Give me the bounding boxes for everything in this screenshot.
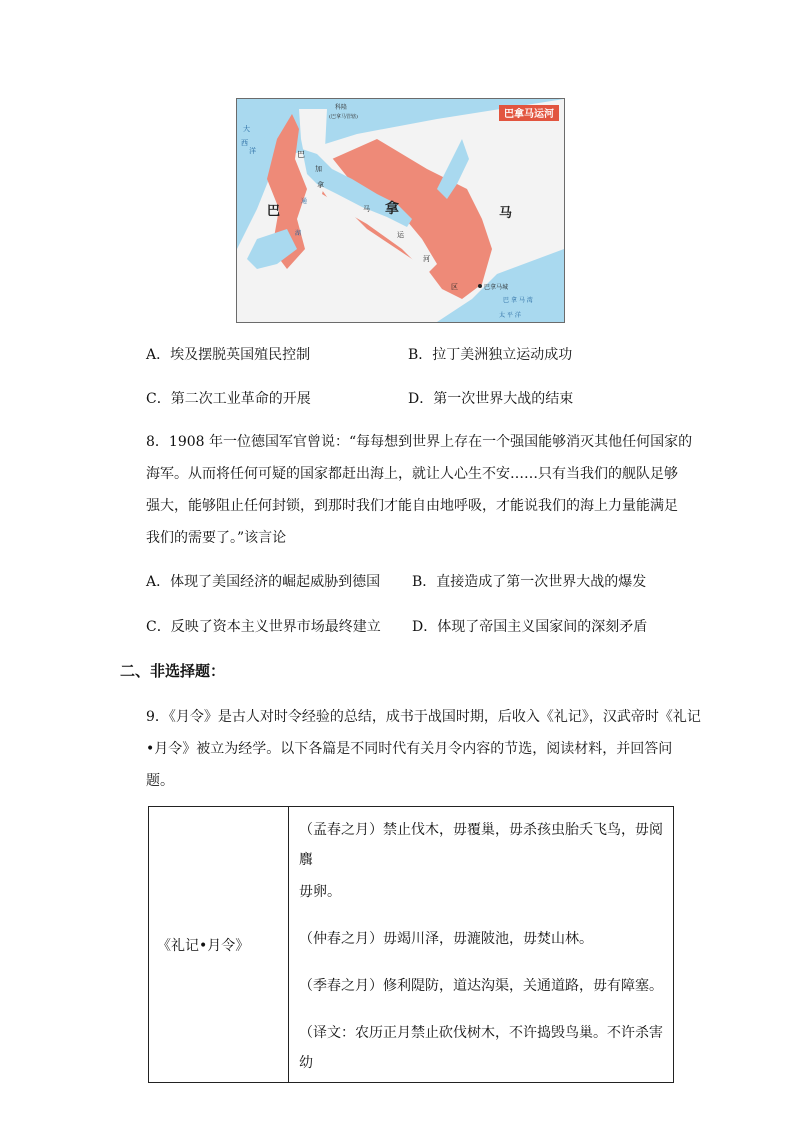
label-ba-left: 巴 (267, 204, 281, 219)
label-yun: 运 (397, 231, 404, 239)
q8-stem-line-4: 我们的需要了。”该言论 (146, 530, 287, 546)
label-atlantic-3: 洋 (249, 147, 256, 155)
q7-option-a: A．埃及摆脱英国殖民控制 (146, 347, 311, 363)
q9-stem-line-3: 题。 (146, 773, 174, 789)
table-row (149, 807, 674, 1083)
q8-stem-line-3: 强大，能够阻止任何封锁，到那时我们才能自由地呼吸，才能说我们的海上力量能满足 (146, 498, 678, 514)
panama-city-dot (478, 284, 482, 288)
label-ma-small: 马 (363, 205, 370, 213)
q8-option-d: D．体现了帝国主义国家间的深刻矛盾 (412, 619, 648, 635)
label-colon-sub: (巴拿马管辖) (329, 114, 358, 120)
label-pacific: 太 平 洋 (499, 312, 521, 319)
content-line-1: （孟春之月）禁止伐木，毋覆巢，毋杀孩虫胎夭飞鸟，毋阅麛 (299, 822, 663, 868)
label-atlantic-1: 大 (243, 125, 250, 133)
label-colon: 科隆 (335, 104, 348, 111)
q8-stem-line-1: 8．1908 年一位德国军官曾说：“每每想到世界上存在一个强国能够消灭其他任何国家的 (146, 434, 693, 450)
label-panama-city: 巴拿马城 (484, 284, 509, 291)
content-cell (289, 807, 674, 1083)
label-gulf: 巴 拿 马 湾 (503, 297, 533, 304)
content-line-4: （季春之月）修利隄防，道达沟渠，关通道路，毋有障塞。 (299, 978, 663, 994)
q8-option-c: C．反映了资本主义世界市场最终建立 (146, 619, 381, 635)
label-ba-top: 巴 (297, 150, 305, 159)
q7-option-b: B．拉丁美洲独立运动成功 (408, 347, 573, 363)
label-tong: 通 (301, 198, 308, 205)
label-he: 河 (423, 255, 430, 263)
content-line-3: （仲春之月）毋竭川泽，毋漉陂池，毋焚山林。 (299, 931, 593, 947)
label-ma-right: 马 (499, 206, 513, 221)
label-na-small: 拿 (317, 181, 324, 189)
label-hu: 湖 (295, 230, 302, 237)
source-cell (149, 807, 289, 1083)
map-drawing (237, 99, 564, 322)
q9-stem-line-2: •月令》被立为经学。以下各篇是不同时代有关月令内容的节选，阅读材料，并回答问 (146, 741, 673, 757)
q7-option-c: C．第二次工业革命的开展 (146, 391, 311, 407)
content-line-5: （译文：农历正月禁止砍伐树木，不许捣毁鸟巢。不许杀害幼 (299, 1025, 663, 1071)
q8-option-a: A．体现了美国经济的崛起威胁到德国 (146, 574, 381, 590)
q8-option-b: B．直接造成了第一次世界大战的爆发 (412, 574, 647, 590)
q9-stem-line-1: 9．《月令》是古人对时令经验的总结，成书于战国时期，后收入《礼记》，汉武帝时《礼记 (146, 709, 701, 725)
map-title: 巴拿马运河 (504, 109, 554, 120)
label-na-big: 拿 (385, 201, 399, 217)
source-label: 《礼记•月令》 (157, 937, 250, 954)
label-qu: 区 (451, 283, 458, 291)
label-atlantic-2: 西 (241, 139, 248, 147)
q8-stem-line-2: 海军。从而将任何可疑的国家都赶出海上，就让人心生不安……只有当我们的舰队足够 (146, 466, 678, 482)
material-table (148, 806, 674, 1083)
section-title: 二、非选择题： (120, 662, 226, 680)
label-jia: 加 (315, 165, 322, 173)
panama-canal-map (236, 98, 565, 323)
q7-option-d: D．第一次世界大战的结束 (408, 391, 574, 407)
content-line-2: 毋卵。 (299, 884, 341, 900)
